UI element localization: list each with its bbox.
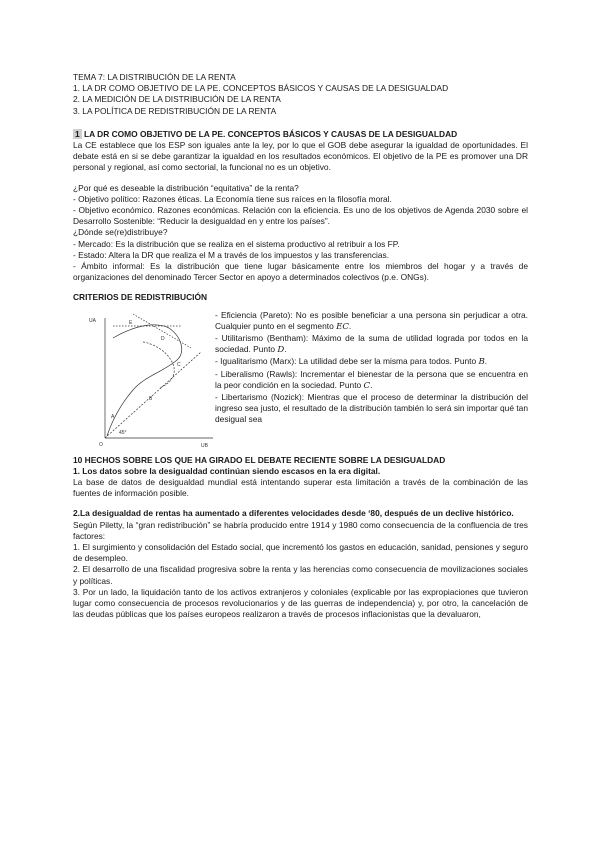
fact-1-text: La base de datos de desigualdad mundial está intentando superar esta limitación a través de la combinación de las fuentes de información posible. (73, 477, 528, 499)
label-b: B (149, 395, 153, 402)
label-c: C (177, 361, 181, 368)
factor-2: 2. El desarrollo de una fiscalidad progresiva sobre la renta y las herencias como consecuencia de movilizaciones sociales y políticas. (73, 564, 528, 586)
criteria-libertarianism: - Libertarismo (Nozick): Mientras que el proceso de determinar la distribución del ingreso sea justo, el resultado de la distribución también lo será sin importar qué tan desigual sea (215, 392, 528, 425)
criteria-heading: CRITERIOS DE REDISTRIBUCIÓN (73, 292, 208, 303)
label-x-axis: UB (201, 442, 208, 449)
label-a: A (111, 413, 115, 420)
label-o: O (99, 441, 103, 448)
where-line-1: - Mercado: Es la distribución que se realiza en el sistema productivo al retribuir a los FP. (73, 238, 400, 249)
document-page (73, 72, 528, 621)
section-intro: La CE establece que los ESP son iguales ante la ley, por lo que el GOB debe asegurar la igualdad de oportunidades. El debate está en si se debe garantizar la igualdad en los resultados económicos. El objetivo de la PE es promover una DR personal y regional, así como sectorial, la funcional no es un objetivo. (73, 140, 528, 173)
why-line-1: - Objetivo político: Razones éticas. La Economía tiene sus raíces en la filosofía moral. (73, 193, 392, 204)
fact-2-heading: 2.La desigualdad de rentas ha aumentado a diferentes velocidades desde ‘80, después de un declive histórico. (73, 508, 514, 519)
factor-3: 3. Por un lado, la liquidación tanto de los activos extranjeros y coloniales (explicable por las expropiaciones que tuvieron lugar como consecuencia de procesos revolucionarios y de las guerras de independencia) y, por otro, la cancelación de las deudas públicas que los países europeos realizaron a través de procesos inflacionistas que la devaluaron, (73, 586, 528, 620)
criteria-efficiency: - Eficiencia (Pareto): No es posible beneficiar a una persona sin perjudicar a otra. Cualquier punto en el segmento EC. (215, 309, 528, 332)
where-line-3: - Ámbito informal: Es la distribución que tiene lugar básicamente entre los miembros del hogar y a través de organizaciones del denominado Tercer Sector en apoyo a determinados colectivos (p.e. ONGs). (73, 261, 528, 283)
section-heading (73, 129, 528, 140)
toc-title: TEMA 7: LA DISTRIBUCIÓN DE LA RENTA (73, 72, 236, 82)
diagonal-45 (105, 352, 201, 438)
criteria-list (215, 310, 528, 426)
label-angle: 45° (119, 429, 127, 436)
criteria-egalitarianism: - Igualitarismo (Marx): La utilidad debe ser la misma para todos. Punto B. (215, 356, 488, 368)
where-line-2: - Estado: Altera la DR que realiza el M a través de los impuestos y las transferencias. (73, 249, 390, 260)
where-question: ¿Dónde se(re)distribuye? (73, 227, 168, 238)
criteria-block (73, 308, 528, 450)
label-y-axis: UA (89, 317, 96, 324)
fact-2-text: Según Piletty, la “gran redistribución” se habría producido entre 1914 y 1980 como consecuencia de la confluencia de tres factores: (73, 519, 528, 541)
why-line-2: - Objetivo económico. Razones económicas. Relación con la eficiencia. Es uno de los objetivos de Agenda 2030 sobre el Desarrollo Sostenible: “Reducir la desigualdad en y entre los países”. (73, 205, 528, 227)
factor-1: 1. El surgimiento y consolidación del Estado social, que incrementó los gastos en educación, sanidad, pensiones y seguro de desempleo. (73, 542, 528, 564)
facts-heading: 10 HECHOS SOBRE LOS QUE HA GIRADO EL DEBATE RECIENTE SOBRE LA DESIGUALDAD (73, 454, 446, 465)
why-question: ¿Por qué es deseable la distribución “equitativa” de la renta? (73, 182, 299, 193)
welfare-curve (143, 342, 174, 388)
tangent-line (133, 314, 191, 348)
toc-item-2: 2. LA MEDICIÓN DE LA DISTRIBUCIÓN DE LA RENTA (73, 94, 281, 105)
label-e: E (129, 319, 133, 326)
section-heading-text: LA DR COMO OBJETIVO DE LA PE. CONCEPTOS BÁSICOS Y CAUSAS DE LA DESIGUALDAD (81, 128, 458, 139)
toc-item-3: 3. LA POLÍTICA DE REDISTRIBUCIÓN DE LA RENTA (73, 105, 277, 116)
utility-frontier-diagram (73, 308, 223, 450)
criteria-utilitarianism: - Utilitarismo (Bentham): Máximo de la suma de utilidad lograda por todos en la sociedad. Punto D. (215, 333, 528, 356)
label-d: D (161, 335, 165, 342)
section-number: 1 (75, 128, 80, 139)
toc-item-1: 1. LA DR COMO OBJETIVO DE LA PE. CONCEPTOS BÁSICOS Y CAUSAS DE LA DESIGUALDAD (73, 83, 449, 94)
fact-1-heading: 1. Los datos sobre la desigualdad continúan siendo escasos en la era digital. (73, 465, 381, 476)
criteria-liberalism: - Liberalismo (Rawls): Incrementar el bienestar de la persona que se encuentra en la peor condición en la sociedad. Punto C. (215, 368, 528, 391)
